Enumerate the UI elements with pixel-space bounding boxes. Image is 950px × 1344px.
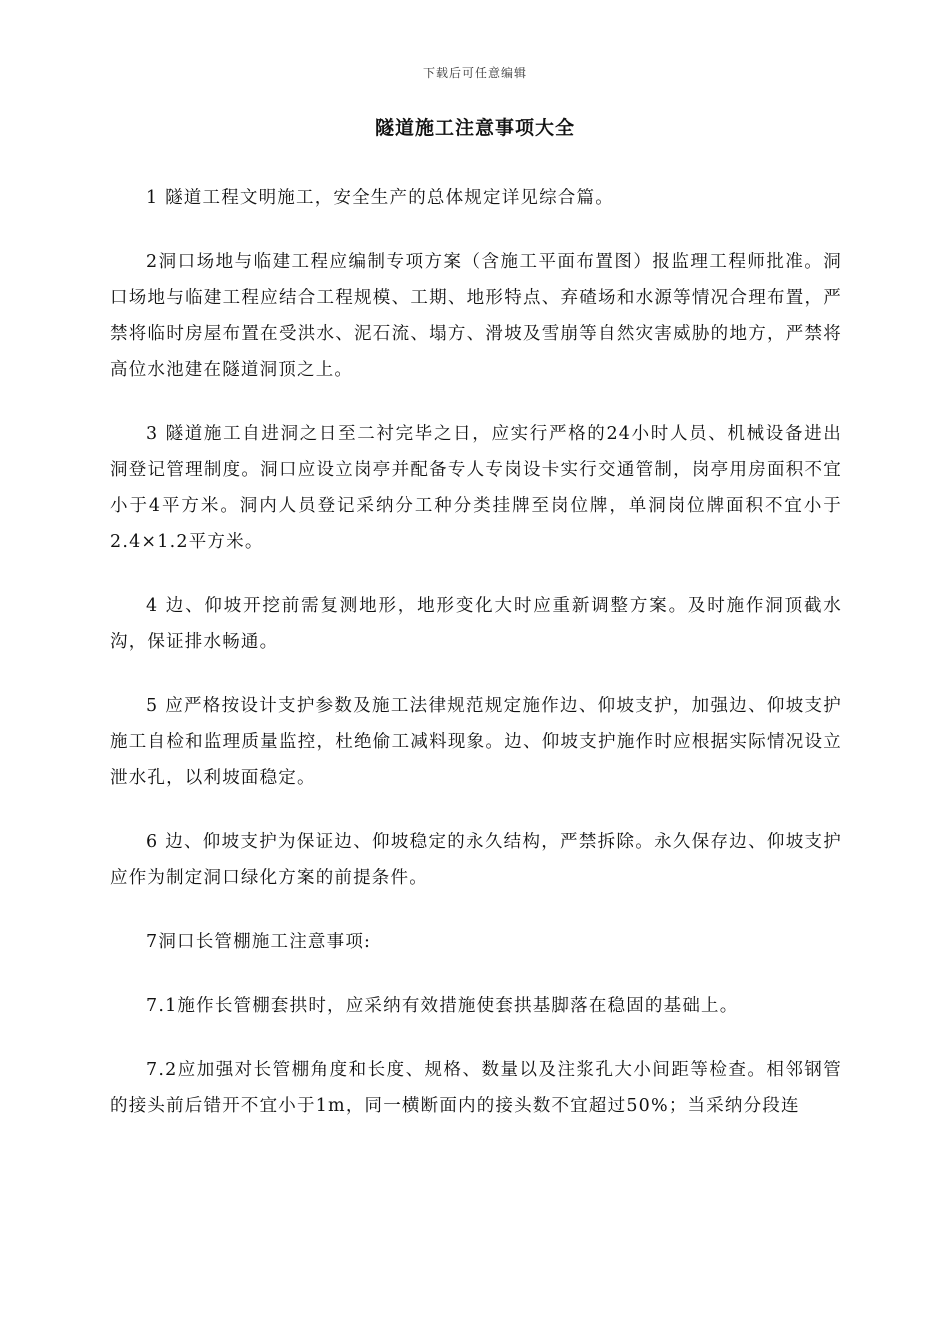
paragraph-7: 7洞口长管棚施工注意事项: <box>146 932 372 952</box>
paragraph-3: 3 隧道施工自进洞之日至二衬完毕之日，应实行严格的24小时人员、机械设备进出洞登记管理制度。洞口应设立岗亭并配备专人专岗设卡实行交通管制，岗亭用房面积不宜小于4平方米。洞内人员登记采纳分工种分类挂牌至岗位牌，单洞岗位牌面积不宜小于2.4×1.2平方米。 <box>110 424 842 552</box>
document-body <box>110 180 842 1152</box>
document-title: 隧道施工注意事项大全 <box>374 117 575 139</box>
paragraph-1: 1 隧道工程文明施工，安全生产的总体规定详见综合篇。 <box>146 188 614 208</box>
paragraph-7-1: 7.1施作长管棚套拱时，应采纳有效措施使套拱基脚落在稳固的基础上。 <box>146 996 739 1016</box>
paragraph-4: 4 边、仰坡开挖前需复测地形，地形变化大时应重新调整方案。及时施作洞顶截水沟，保证排水畅通。 <box>110 596 842 652</box>
paragraph-2: 2洞口场地与临建工程应编制专项方案（含施工平面布置图）报监理工程师批准。洞口场地与临建工程应结合工程规模、工期、地形特点、弃碴场和水源等情况合理布置，严禁将临时房屋布置在受洪水、泥石流、塌方、滑坡及雪崩等自然灾害威胁的地方，严禁将高位水池建在隧道洞顶之上。 <box>110 252 842 380</box>
header-note: 下载后可任意编辑 <box>422 66 527 80</box>
paragraph-6: 6 边、仰坡支护为保证边、仰坡稳定的永久结构，严禁拆除。永久保存边、仰坡支护应作为制定洞口绿化方案的前提条件。 <box>110 832 842 888</box>
paragraph-7-2: 7.2应加强对长管棚角度和长度、规格、数量以及注浆孔大小间距等检查。相邻钢管的接头前后错开不宜小于1m，同一横断面内的接头数不宜超过50%；当采纳分段连 <box>110 1060 842 1116</box>
paragraph-5: 5 应严格按设计支护参数及施工法律规范规定施作边、仰坡支护，加强边、仰坡支护施工自检和监理质量监控，杜绝偷工减料现象。边、仰坡支护施作时应根据实际情况设立泄水孔，以利坡面稳定。 <box>110 696 842 788</box>
